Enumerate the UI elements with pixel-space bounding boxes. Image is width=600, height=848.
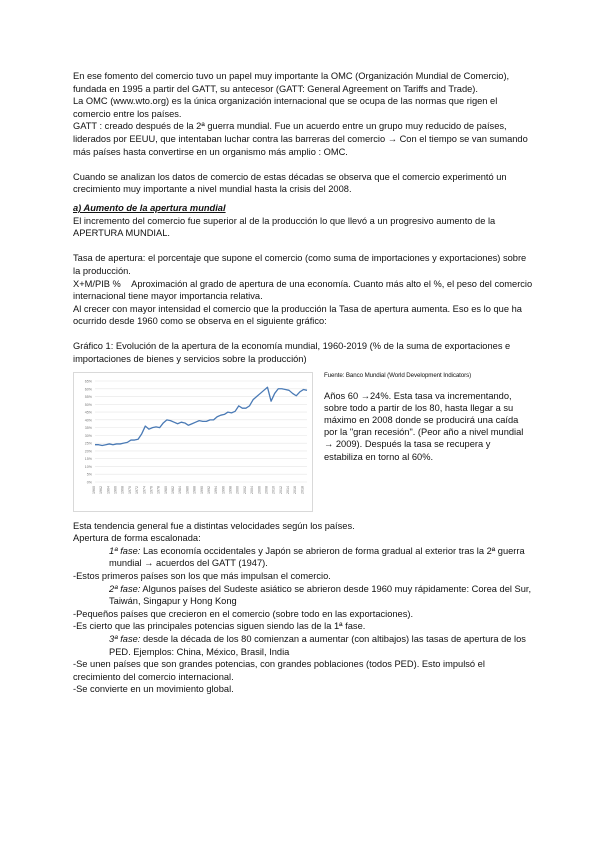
x-tick-label: 1992 xyxy=(206,485,211,494)
x-tick-label: 1972 xyxy=(135,485,140,494)
y-tick-label: 40% xyxy=(84,418,92,423)
chart-row xyxy=(73,372,533,512)
x-tick-label: 2014 xyxy=(286,485,291,494)
y-tick-label: 20% xyxy=(84,449,92,454)
phase-3 xyxy=(73,633,533,658)
phase-1-note: -Estos primeros países son los que más impulsan el comercio. xyxy=(73,571,331,582)
definition-paragraph: Tasa de apertura: el porcentaje que supone el comercio (como suma de importaciones y exportaciones) sobre la producción. xyxy=(73,253,527,276)
chart-container xyxy=(73,372,313,512)
x-tick-label: 1990 xyxy=(199,485,204,494)
x-tick-label: 1976 xyxy=(149,485,154,494)
x-tick-label: 1982 xyxy=(171,485,176,494)
phase-1 xyxy=(73,545,533,570)
x-tick-label: 1968 xyxy=(120,485,125,494)
x-tick-label: 1998 xyxy=(228,485,233,494)
x-tick-label: 1984 xyxy=(178,485,183,494)
openness-line-chart xyxy=(73,372,313,512)
phase-3-label: 3ª fase: xyxy=(109,634,141,644)
intro-paragraph-1: En ese fomento del comercio tuvo un papel muy importante la OMC (Organización Mundial de Comercio), fundada en 1995 a partir del GATT, su antecesor (GATT: General Agreement on Tariffs and Trade). xyxy=(73,71,510,94)
chart-side-panel xyxy=(324,372,529,512)
after-paragraph-2: Apertura de forma escalonada: xyxy=(73,533,201,544)
chart-caption: Gráfico 1: Evolución de la apertura de la economía mundial, 1960-2019 (% de la suma de exportaciones e importaciones de bienes y servicios sobre la producción) xyxy=(73,341,511,365)
phase-2-text: Algunos países del Sudeste asiático se abrieron desde 1960 muy rápidamente: Corea del Sur, Taiwán, Singapur y Hong Kong xyxy=(109,583,532,607)
phase-3-note-2: -Se convierte en un movimiento global. xyxy=(73,684,234,695)
after-paragraph-1: Esta tendencia general fue a distintas velocidades según los países. xyxy=(73,520,355,531)
x-tick-label: 2018 xyxy=(300,485,305,494)
section-heading: a) Aumento de la apertura mundial xyxy=(73,202,226,213)
x-tick-label: 2006 xyxy=(257,485,262,494)
intro-paragraph-4: Cuando se analizan los datos de comercio de estas décadas se observa que el comercio experimentó un crecimiento muy importante a nivel mundial hasta la crisis del 2008. xyxy=(73,171,507,195)
phase-3-text: desde la década de los 80 comienzan a aumentar (con altibajos) las tasas de apertura de los PED. Ejemplos: China, México, Brasil, India xyxy=(109,634,526,657)
x-tick-label: 1974 xyxy=(142,485,147,494)
x-tick-label: 1980 xyxy=(163,485,168,494)
x-tick-label: 2008 xyxy=(264,485,269,494)
x-tick-label: 1994 xyxy=(214,485,219,494)
x-tick-label: 1960 xyxy=(92,485,96,494)
x-tick-label: 1988 xyxy=(192,485,197,494)
x-tick-label: 2016 xyxy=(293,485,298,494)
phase-2-note-1: -Pequeños países que crecieron en el comercio (sobre todo en las exportaciones). xyxy=(73,608,414,619)
section-paragraph-1: El incremento del comercio fue superior al de la producción lo que llevó a un progresivo aumento de la APERTURA MUNDIAL. xyxy=(73,215,496,239)
x-tick-label: 1964 xyxy=(106,485,111,494)
y-tick-label: 60% xyxy=(84,386,92,391)
y-tick-label: 45% xyxy=(84,410,92,415)
chart-commentary: Años 60 →24%. Esta tasa va incrementando, sobre todo a partir de los 80, hasta llegar a su máximo en 2008 donde se producirá una caída por la "gran recesión". (Peor año a nivel mundial → 2009). Después la tasa se recupera y estabiliza en torno al 60%. xyxy=(324,390,524,462)
y-tick-label: 25% xyxy=(84,441,92,446)
phase-3-note-1: -Se unen países que son grandes potencias, con grandes poblaciones (todos PED). Esto impulsó el crecimiento del comercio internacional. xyxy=(73,659,485,682)
y-tick-label: 30% xyxy=(84,433,92,438)
x-tick-label: 1978 xyxy=(156,485,161,494)
y-tick-label: 10% xyxy=(84,464,92,469)
x-tick-label: 2000 xyxy=(235,485,240,494)
x-tick-label: 1986 xyxy=(185,485,190,494)
y-tick-label: 15% xyxy=(84,456,92,461)
x-tick-label: 1966 xyxy=(113,485,118,494)
formula: X+M/PIB % xyxy=(73,278,121,289)
y-tick-label: 50% xyxy=(84,402,92,407)
y-tick-label: 0% xyxy=(86,480,92,485)
x-tick-label: 2012 xyxy=(278,485,283,494)
phase-2-note-2: -Es cierto que las principales potencias siguen siendo las de la 1ª fase. xyxy=(73,621,366,632)
y-tick-label: 55% xyxy=(84,394,92,399)
intro-paragraph-3: GATT : creado después de la 2ª guerra mundial. Fue un acuerdo entre un grupo muy reducido de países, liderados por EEUU, que intentaban luchar contra las barreras del comercio → Con el tiempo se van sumando más países hasta convertirse en un organismo más amplio : OMC. xyxy=(73,121,528,157)
y-tick-label: 65% xyxy=(84,379,92,384)
phase-2 xyxy=(73,583,533,608)
x-tick-label: 2004 xyxy=(250,485,255,494)
formula-text: Aproximación al grado de apertura de una economía. Cuanto más alto el %, el peso del comercio internacional tiene mayor importancia relativa. xyxy=(73,278,533,302)
x-tick-label: 1996 xyxy=(221,485,226,494)
phase-1-text: Las economía occidentales y Japón se abrieron de forma gradual al exterior tras la 2ª guerra mundial → acuerdos del GATT (1947). xyxy=(109,545,525,569)
phase-2-label: 2ª fase: xyxy=(109,583,141,594)
x-tick-label: 2010 xyxy=(271,485,276,494)
x-tick-label: 1962 xyxy=(99,485,104,494)
chart-source: Fuente: Banco Mundial (World Development Indicators) xyxy=(324,371,472,379)
x-tick-label: 1970 xyxy=(127,485,132,494)
x-tick-label: 2002 xyxy=(242,485,247,494)
y-tick-label: 5% xyxy=(86,472,92,477)
y-tick-label: 35% xyxy=(84,425,92,430)
section-paragraph-3: Al crecer con mayor intensidad el comercio que la producción la Tasa de apertura aumenta. Eso es lo que ha ocurrido desde 1960 como se observa en el siguiente gráfico: xyxy=(73,303,522,327)
phase-1-label: 1ª fase: xyxy=(109,545,141,556)
intro-paragraph-2: La OMC (www.wto.org) es la única organización internacional que se ocupa de las normas que rigen el comercio entre los países. xyxy=(73,96,498,119)
document-page xyxy=(73,70,533,696)
formula-paragraph xyxy=(73,278,533,303)
